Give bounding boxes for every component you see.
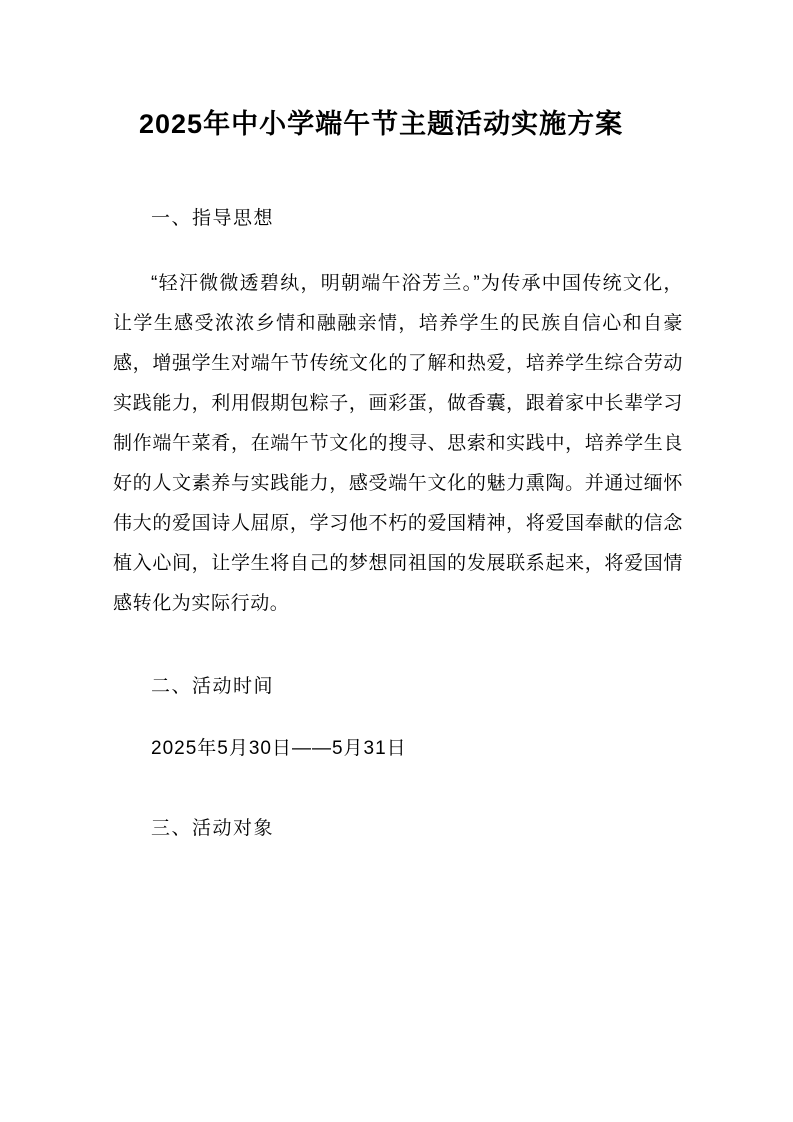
section-heading-3: 三、活动对象 [151, 818, 275, 839]
spacer [113, 704, 683, 732]
spacer [113, 144, 683, 202]
section-heading-2: 二、活动时间 [151, 676, 275, 697]
spacer [113, 766, 683, 812]
section-heading-1: 一、指导思想 [151, 208, 275, 229]
section-paragraph-1: “轻汗微微透碧纨，明朝端午浴芳兰。”为传承中国传统文化，让学生感受浓浓乡情和融融亲情，培养学生的民族自信心和自豪感，增强学生对端午节传统文化的了解和热爱，培养学生综合劳动实践能力，利用假期包粽子，画彩蛋，做香囊，跟着家中长辈学习制作端午菜肴，在端午节文化的搜寻、思索和实践中，培养学生良好的人文素养与实践能力，感受端午文化的魅力熏陶。并通过缅怀伟大的爱国诗人屈原，学习他不朽的爱国精神，将爱国奉献的信念植入心间，让学生将自己的梦想同祖国的发展联系起来，将爱国情感转化为实际行动。 [113, 273, 683, 614]
activity-time-value: 2025年5月30日——5月31日 [151, 738, 407, 759]
spacer [113, 624, 683, 670]
page-title: 2025年中小学端午节主题活动实施方案 [139, 109, 624, 139]
spacer [113, 236, 683, 264]
document-body [113, 104, 683, 846]
